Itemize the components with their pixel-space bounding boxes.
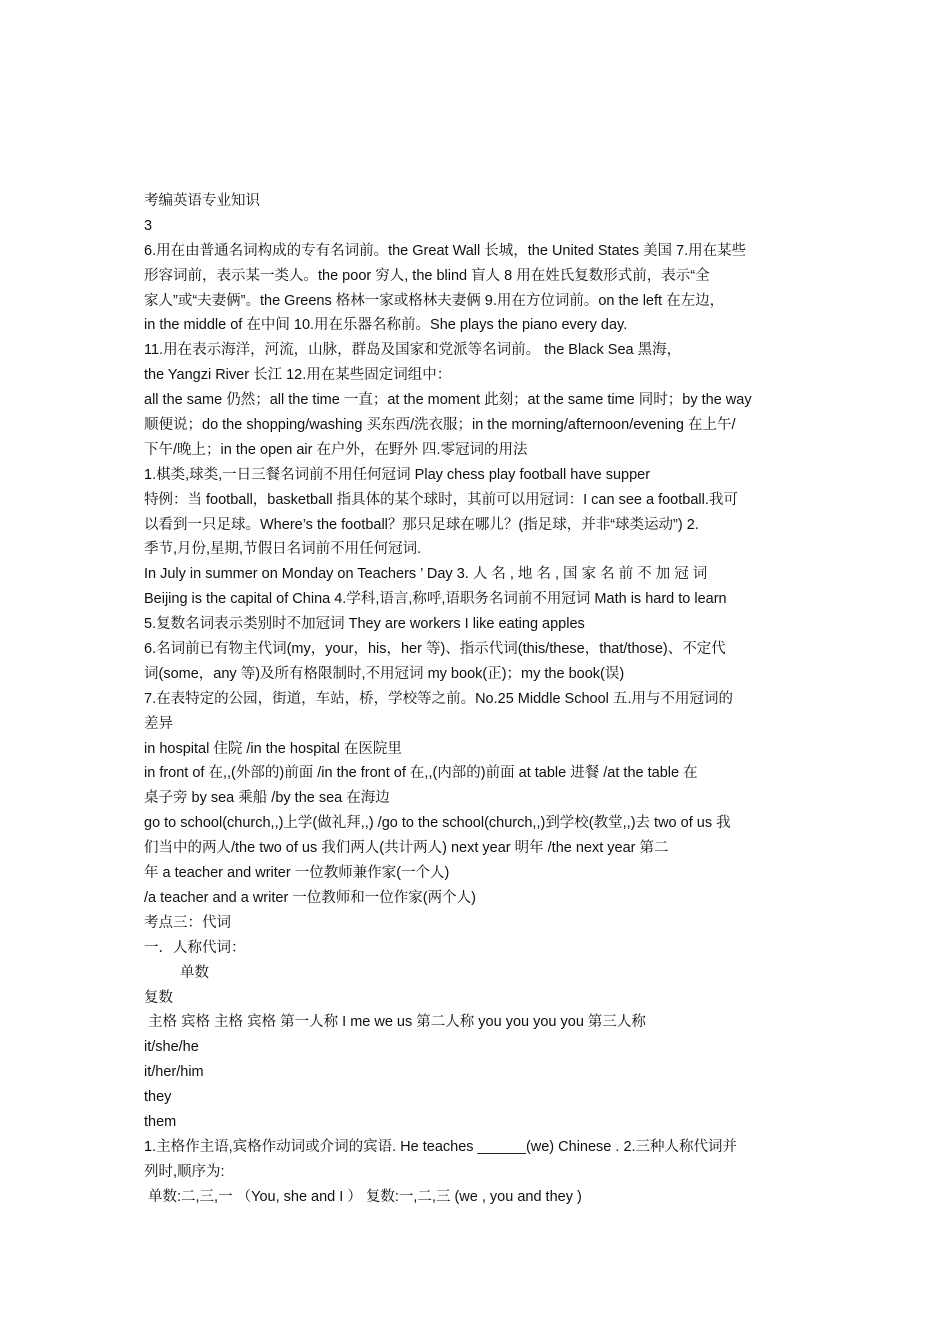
text-line: 7.在表特定的公园，街道，车站，桥，学校等之前。No.25 Middle School 五.用与不用冠词的	[144, 690, 733, 707]
text-line: 顺便说；do the shopping/washing 买东西/洗衣服；in the morning/afternoon/evening 在上午/	[144, 417, 736, 434]
text-line: 们当中的两人/the two of us 我们两人(共计两人) next year 明年 /the next year 第二	[144, 840, 669, 857]
text-line: 1.棋类,球类,一日三餐名词前不用任何冠词 Play chess play football have supper	[144, 466, 651, 483]
text-line: all the same 仍然；all the time 一直；at the moment 此刻；at the same time 同时；by the way	[144, 392, 752, 409]
text-line: 词(some，any 等)及所有格限制时,不用冠词 my book(正)；my the book(误)	[144, 665, 625, 682]
text-line: 6.名词前已有物主代词(my，your，his，her 等)、指示代词(this/these，that/those)、不定代	[144, 641, 726, 658]
text-line: In July in summer on Monday on Teachers ’ Day 3. 人 名 , 地 名 , 国 家 名 前 不 加 冠 词	[144, 566, 708, 583]
text-line: the Yangzi River 长江 12.用在某些固定词组中：	[144, 367, 452, 384]
text-line: it/she/he	[144, 1039, 199, 1056]
text-line: 形容词前，表示某一类人。the poor 穷人, the blind 盲人 8 用在姓氏复数形式前，表示“全	[144, 267, 710, 284]
text-line: go to school(church,,)上学(做礼拜,,) /go to the school(church,,)到学校(教堂,,)去 two of us 我	[144, 815, 731, 832]
text-line: in front of 在,,(外部的)前面 /in the front of 在,,(内部的)前面 at table 进餐 /at the table 在	[144, 765, 698, 782]
text-line: in hospital 住院 /in the hospital 在医院里	[144, 740, 402, 757]
text-line: 桌子旁 by sea 乘船 /by the sea 在海边	[144, 790, 390, 807]
text-line: they	[144, 1089, 172, 1106]
text-line: 单数:二,三,一 （You, she and I ） 复数:一,二,三 (we , you and they )	[148, 1188, 582, 1205]
table-label-plural: 复数	[144, 989, 173, 1006]
document-page	[144, 189, 808, 1210]
pronoun-table-row: 主格 宾格 主格 宾格 第一人称 I me we us 第二人称 you you you you 第三人称	[148, 1014, 646, 1031]
page-number: 3	[144, 217, 153, 234]
text-line: them	[144, 1113, 177, 1130]
text-line: 年 a teacher and writer 一位教师兼作家(一个人)	[144, 865, 450, 882]
text-line: 列时,顺序为:	[144, 1163, 225, 1180]
text-line: 5.复数名词表示类别时不加冠词 They are workers I like eating apples	[144, 616, 585, 633]
text-line: 11.用在表示海洋，河流，山脉，群岛及国家和党派等名词前。 the Black Sea 黑海，	[144, 342, 682, 359]
text-line: 下午/晚上；in the open air 在户外，在野外 四.零冠词的用法	[144, 441, 528, 458]
doc-title: 考编英语专业知识	[144, 193, 260, 209]
table-label-singular: 单数	[180, 964, 209, 981]
text-line: it/her/him	[144, 1064, 204, 1081]
text-line: 特例：当 football，basketball 指具体的某个球时，其前可以用冠词：I can see a football.我可	[144, 491, 738, 508]
text-line: 差异	[144, 715, 173, 732]
text-line: in the middle of 在中间 10.用在乐器名称前。She plays the piano every day.	[144, 317, 628, 334]
text-line: Beijing is the capital of China 4.学科,语言,称呼,语职务名词前不用冠词 Math is hard to learn	[144, 591, 727, 608]
text-line: 家人”或“夫妻俩”。the Greens 格林一家或格林夫妻俩 9.用在方位词前。on the left 在左边，	[144, 292, 725, 309]
text-line: 6.用在由普通名词构成的专有名词前。the Great Wall 长城，the United States 美国 7.用在某些	[144, 242, 747, 259]
section-heading: 考点三：代词	[144, 914, 231, 931]
subsection-heading: 一．人称代词：	[144, 939, 246, 956]
text-line: 1.主格作主语,宾格作动词或介词的宾语. He teaches ______(we) Chinese . 2.三种人称代词并	[144, 1138, 738, 1155]
text-line: 以看到一只足球。Where’s the football？那只足球在哪儿？(指足球，并非“球类运动”) 2.	[144, 516, 699, 533]
text-line: 季节,月份,星期,节假日名词前不用任何冠词.	[144, 541, 422, 558]
text-line: /a teacher and a writer 一位教师和一位作家(两个人)	[144, 889, 476, 906]
